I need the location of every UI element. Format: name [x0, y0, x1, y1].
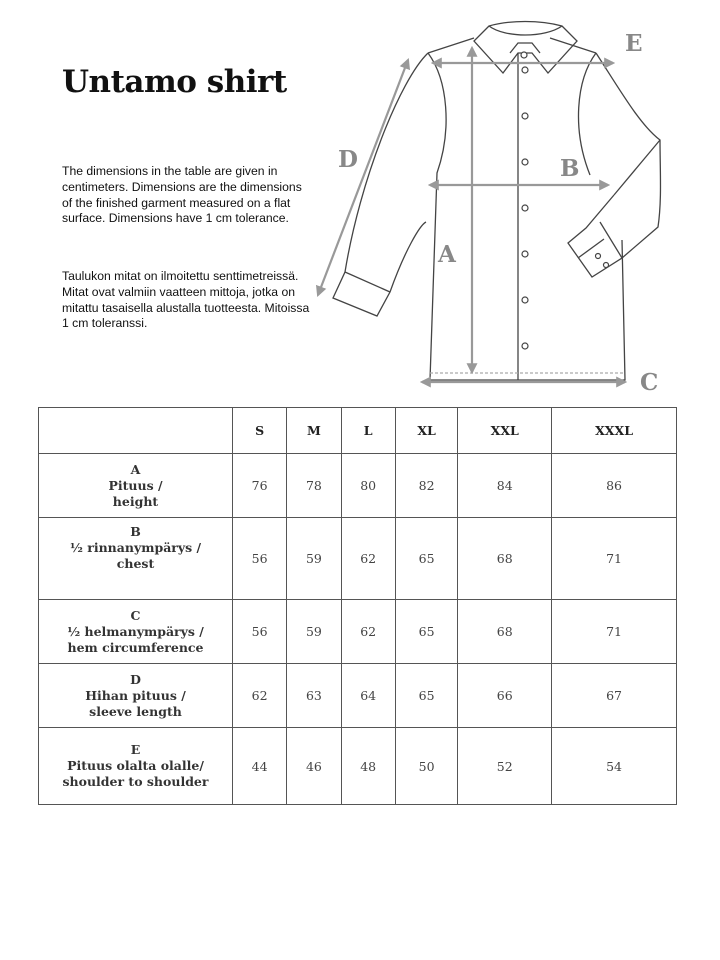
measurement-value: 64: [341, 664, 395, 728]
size-header: S: [233, 408, 287, 454]
size-header: XXXL: [552, 408, 677, 454]
label-line2: chest: [116, 556, 155, 571]
diagram-label-e: E: [625, 30, 643, 57]
measurement-value: 59: [287, 600, 341, 664]
label-line2: height: [112, 493, 159, 509]
measurement-value: 76: [233, 454, 287, 518]
measurement-value: 80: [341, 454, 395, 518]
measurement-value: 62: [341, 600, 395, 664]
measurement-value: 86: [552, 454, 677, 518]
measurement-value: 71: [552, 600, 677, 664]
measurement-value: 84: [458, 454, 552, 518]
description-english: The dimensions in the table are given in centimeters. Dimensions are the dimensions of the finished garment measured on a flat surface. Dimensions have 1 cm tolerance.: [62, 164, 302, 226]
measurement-value: 52: [458, 728, 552, 805]
measurement-value: 50: [395, 728, 458, 805]
label-letter: C: [130, 607, 141, 623]
measurement-value: 59: [287, 518, 341, 600]
table-row: [39, 454, 677, 518]
label-letter: B: [130, 524, 141, 539]
measurement-value: 82: [395, 454, 458, 518]
size-table: [38, 407, 677, 805]
measurement-label: [39, 454, 233, 518]
measurement-value: 54: [552, 728, 677, 805]
measurement-value: 48: [341, 728, 395, 805]
size-header-row: [39, 408, 677, 454]
measurement-value: 67: [552, 664, 677, 728]
label-line2: sleeve length: [89, 703, 182, 719]
measurement-value: 56: [233, 600, 287, 664]
diagram-label-b: B: [560, 155, 580, 182]
diagram-label-a: A: [438, 241, 456, 268]
label-line2: hem circumference: [67, 639, 204, 655]
measurement-value: 71: [552, 518, 677, 600]
measurement-value: 62: [233, 664, 287, 728]
measurement-value: 65: [395, 600, 458, 664]
measurement-value: 63: [287, 664, 341, 728]
label-line1: ½ helmanympärys /: [67, 623, 204, 639]
measurement-label: [39, 518, 233, 600]
measurement-label: [39, 664, 233, 728]
measurement-value: 78: [287, 454, 341, 518]
diagram-label-d: D: [338, 146, 358, 173]
shirt-measurement-diagram: [300, 10, 700, 400]
measurement-value: 44: [233, 728, 287, 805]
label-line2: shoulder to shoulder: [62, 774, 209, 789]
size-header: M: [287, 408, 341, 454]
size-header: XXL: [458, 408, 552, 454]
measurement-value: 68: [458, 600, 552, 664]
description-finnish: Taulukon mitat on ilmoitettu senttimetreissä. Mitat ovat valmiin vaatteen mittoja, jotka on mitattu tasaisella alustalla tuotteesta. Mitoissa 1 cm toleranssi.: [62, 269, 310, 331]
table-row: [39, 518, 677, 600]
measurement-value: 68: [458, 518, 552, 600]
label-line1: ½ rinnanympärys /: [69, 540, 202, 555]
label-line1: Pituus /: [108, 477, 163, 493]
measurement-label: [39, 600, 233, 664]
size-header: L: [341, 408, 395, 454]
label-line1: Hihan pituus /: [85, 687, 186, 703]
label-letter: E: [130, 742, 141, 757]
table-row: [39, 600, 677, 664]
page-title: Untamo shirt: [62, 64, 287, 100]
shirt-outline: [333, 22, 661, 381]
measurement-value: 46: [287, 728, 341, 805]
table-row: [39, 664, 677, 728]
measurement-label: [39, 728, 233, 805]
arrow-d: [318, 60, 408, 295]
table-row: [39, 728, 677, 805]
measurement-value: 56: [233, 518, 287, 600]
measurement-value: 62: [341, 518, 395, 600]
diagram-label-c: C: [640, 369, 659, 396]
measurement-value: 65: [395, 664, 458, 728]
measurement-value: 66: [458, 664, 552, 728]
label-letter: A: [130, 461, 141, 477]
shirt-buttons: [521, 52, 609, 349]
label-letter: D: [130, 671, 141, 687]
size-header: XL: [395, 408, 458, 454]
label-line1: Pituus olalta olalle/: [67, 758, 204, 773]
measurement-value: 65: [395, 518, 458, 600]
header-empty-cell: [39, 408, 233, 454]
